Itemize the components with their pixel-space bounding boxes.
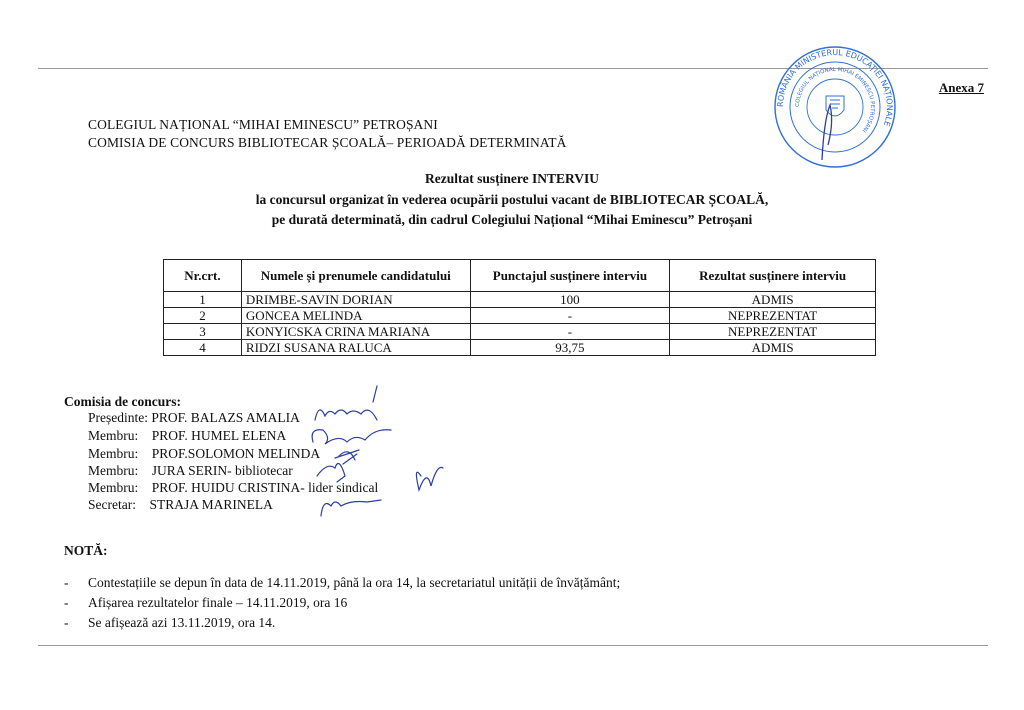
- cell-nr: 3: [164, 324, 242, 340]
- signature-solomon: [335, 450, 359, 464]
- note-item: - Se afișează azi 13.11.2019, ora 14.: [64, 615, 276, 630]
- annex-label: Anexa 7: [938, 80, 984, 95]
- cell-name: GONCEA MELINDA: [241, 308, 470, 324]
- commission-name: COMISIA DE CONCURS BIBLIOTECAR ȘCOALĂ– PERIOADĂ DETERMINATĂ: [88, 135, 567, 150]
- commission-member: Membru: PROF. HUMEL ELENA: [88, 428, 287, 443]
- signature-jura: [317, 464, 345, 483]
- cell-result: ADMIS: [670, 340, 876, 356]
- signature-huidu: [416, 467, 443, 490]
- table-row: [164, 292, 876, 308]
- contest-details: pe durată determinată, din cadrul Colegiului Național “Mihai Eminescu” Petroșani: [271, 212, 753, 227]
- header-name: Numele și prenumele candidatului: [241, 260, 470, 292]
- bottom-rule: [38, 645, 988, 646]
- cell-result: NEPREZENTAT: [670, 324, 876, 340]
- stamp-outer-text: ROMÂNIA MINISTERUL EDUCAȚIEI NAȚIONALE: [775, 47, 895, 128]
- header-result: Rezultat susținere interviu: [670, 260, 876, 292]
- contest-description: la concursul organizat în vederea ocupării postului vacant de BIBLIOTECAR ȘCOALĂ,: [255, 192, 769, 207]
- table-row: [164, 340, 876, 356]
- cell-nr: 4: [164, 340, 242, 356]
- commission-title: Comisia de concurs:: [64, 394, 181, 409]
- note-item: - Afișarea rezultatelor finale – 14.11.2019, ora 16: [64, 595, 348, 610]
- cell-score: 100: [470, 292, 670, 308]
- signature-balazs: [315, 386, 377, 420]
- note-item-text: Contestațiile se depun în data de 14.11.2019, până la ora 14, la secretariatul unității de învățământ;: [88, 575, 621, 590]
- cell-nr: 2: [164, 308, 242, 324]
- header-nr: Nr.crt.: [164, 260, 242, 292]
- table-row: [164, 324, 876, 340]
- table-row: [164, 308, 876, 324]
- cell-score: -: [470, 308, 670, 324]
- cell-name: DRIMBE-SAVIN DORIAN: [241, 292, 470, 308]
- signature-straja: [321, 500, 381, 516]
- signatures: [295, 380, 475, 520]
- note-title: NOTĂ:: [64, 543, 108, 558]
- stamp-inner-text: COLEGIUL NAȚIONAL MIHAI EMINESCU PETROȘANI: [794, 66, 876, 134]
- note-item: - Contestațiile se depun în data de 14.11.2019, până la ora 14, la secretariatul unității de învățământ;: [64, 575, 621, 590]
- official-stamp: [770, 40, 900, 175]
- commission-member: Președinte: PROF. BALAZS AMALIA: [88, 410, 300, 425]
- header-score: Punctajul susținere interviu: [470, 260, 670, 292]
- cell-name: RIDZI SUSANA RALUCA: [241, 340, 470, 356]
- results-table: [163, 259, 876, 356]
- cell-result: NEPREZENTAT: [670, 308, 876, 324]
- cell-score: -: [470, 324, 670, 340]
- cell-result: ADMIS: [670, 292, 876, 308]
- signature-humel: [312, 430, 391, 444]
- cell-score: 93,75: [470, 340, 670, 356]
- commission-member: Membru: JURA SERIN- bibliotecar: [88, 463, 293, 478]
- result-heading: Rezultat susținere INTERVIU: [424, 171, 600, 186]
- note-item-text: Se afișează azi 13.11.2019, ora 14.: [88, 615, 276, 630]
- cell-nr: 1: [164, 292, 242, 308]
- note-item-text: Afișarea rezultatelor finale – 14.11.2019, ora 16: [88, 595, 348, 610]
- institution-name: COLEGIUL NAȚIONAL “MIHAI EMINESCU” PETROȘANI: [88, 117, 438, 132]
- coat-of-arms-icon: [826, 96, 844, 116]
- cell-name: KONYICSKA CRINA MARIANA: [241, 324, 470, 340]
- commission-member: Membru: PROF.SOLOMON MELINDA: [88, 446, 321, 461]
- commission-member: Secretar: STRAJA MARINELA: [88, 497, 273, 512]
- commission-member: Membru: PROF. HUIDU CRISTINA- lider sindical: [88, 480, 379, 495]
- table-header-row: [164, 260, 876, 292]
